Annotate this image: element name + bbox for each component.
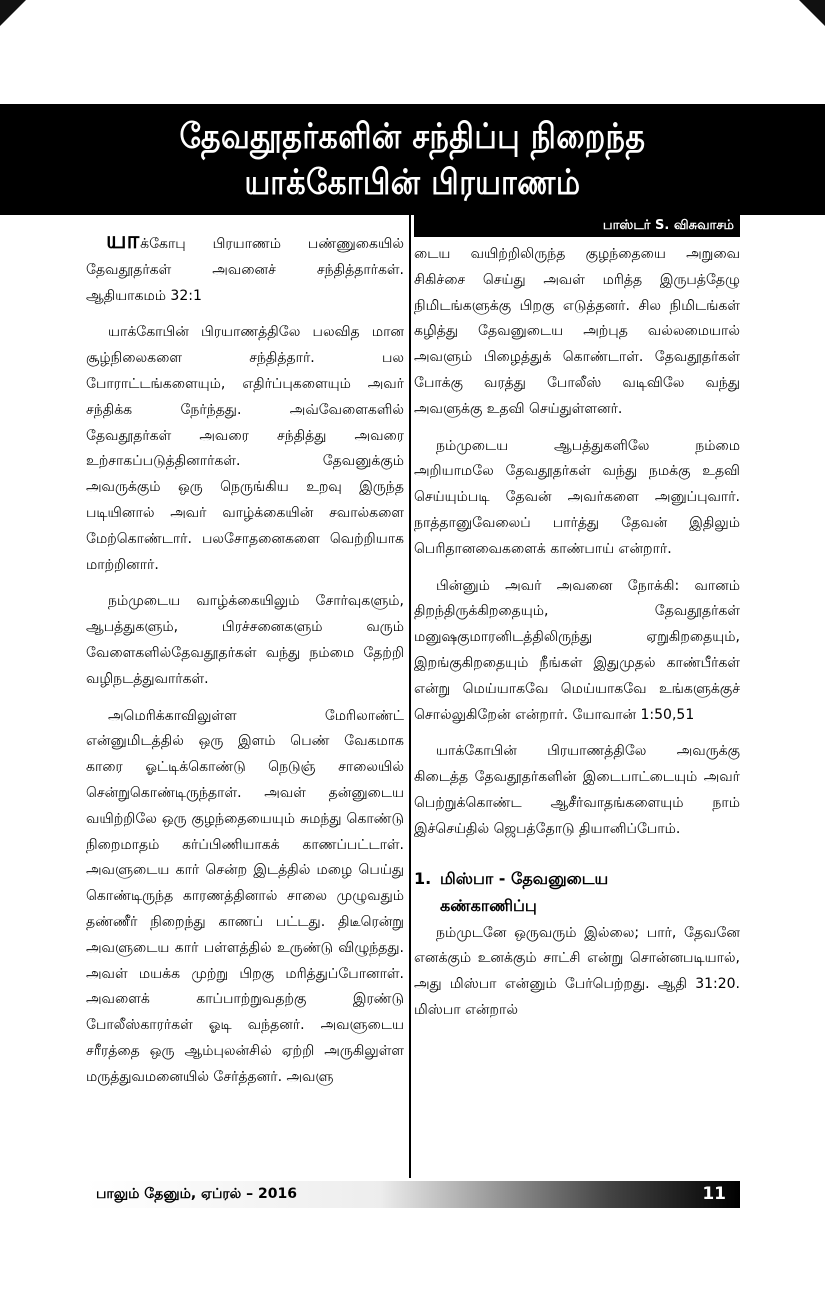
page-number: 11 (702, 1184, 726, 1204)
intro-paragraph (86, 228, 404, 309)
body-paragraph: நம்முடைய வாழ்க்கையிலும் சோர்வுகளும், ஆபத்துகளும், பிரச்சனைகளும் வரும் வேளைகளில்தேவதூதர்கள் வந்து நம்மை தேற்றி வழிநடத்துவார்கள். (86, 593, 404, 687)
publication-info: பாலும் தேனும், ஏப்ரல் – 2016 (96, 1186, 297, 1202)
body-paragraph: டைய வயிற்றிலிருந்த குழந்தையை அறுவை சிகிச்சை செய்து அவள் மரித்த இருபத்தேழு நிமிடங்களுக்கு பிறகு எடுத்தனர். சில நிமிடங்கள் கழித்து தேவனுடைய அற்புத வல்லமையால் அவளும் பிழைத்துக் கொண்டாள். தேவதூதர்கள் போக்கு வரத்து போலீஸ் வடிவிலே வந்து அவளுக்கு உதவி செய்துள்ளனர். (414, 246, 740, 417)
body-paragraph: யாக்கோபின் பிரயாணத்திலே அவருக்கு கிடைத்த தேவதூதர்களின் இடைபாட்டையும் அவர் பெற்றுக்கொண்ட ஆசீர்வாதங்களையும் நாம் இச்செய்தில் ஜெபத்தோடு தியானிப்போம். (414, 743, 740, 837)
page-corner-decoration (0, 0, 26, 26)
body-paragraph: நம்முடைய ஆபத்துகளிலே நம்மை அறியாமலே தேவதூதர்கள் வந்து நமக்கு உதவி செய்யும்படி தேவன் அவர்களை அனுப்புவார். நாத்தானுவேலைப் பார்த்து தேவன் இதிலும் பெரிதானவைகளைக் காண்பாய் என்றார். (414, 437, 740, 557)
page-footer (86, 1181, 740, 1208)
drop-cap: யா (106, 228, 141, 254)
page-corner-decoration (799, 0, 825, 26)
body-paragraph: அமெரிக்காவிலுள்ள மேரிலாண்ட் என்னுமிடத்தில் ஒரு இளம் பெண் வேகமாக காரை ஓட்டிக்கொண்டு நெடுஞ் சாலையில் சென்றுகொண்டிருந்தாள். அவள் தன்னுடைய வயிற்றிலே ஒரு குழந்தையையும் சுமந்து கொண்டு நிறைமாதம் கர்ப்பிணியாகக் காணப்பட்டாள். அவளுடைய கார் சென்ற இடத்தில் மழை பெய்து கொண்டிருந்த காரணத்தினால் சாலை முழுவதும் தண்ணீர் நிறைந்து காணப் பட்டது. திடீரென்று அவளுடைய கார் பள்ளத்தில் உருண்டு விழுந்தது. அவள் மயக்க முற்று பிறகு மரித்துப்போனாள். அவளைக் காப்பாற்றுவதற்கு இரண்டு போலீஸ்காரர்கள் ஓடி வந்தனர். அவளுடைய சரீரத்தை ஒரு ஆம்புலன்சில் ஏற்றி அருகிலுள்ள மருத்துவமனையில் சேர்த்தனர். அவளு (86, 707, 404, 1085)
body-paragraph: யாக்கோபின் பிரயாணத்திலே பலவித மான சூழ்நிலைகளை சந்தித்தார். பல போராட்டங்களையும், எதிர்ப்புகளையும் அவர் சந்திக்க நேர்ந்தது. அவ்வேளைகளில் தேவதூதர்கள் அவரை சந்தித்து அவரை உற்சாகப்படுத்தினார்கள். தேவனுக்கும் அவருக்கும் ஒரு நெருங்கிய உறவு இருந்த படியினால் அவர் வாழ்க்கையின் சவால்களை மேற்கொண்டார். பலசோதனைகளை வெற்றியாக மாற்றினார். (86, 324, 404, 573)
title-banner (0, 104, 825, 215)
article-title-line-2: யாக்கோபின் பிரயாணம் (244, 163, 581, 203)
section-paragraph: நம்முடனே ஒருவரும் இல்லை; பார், தேவனே எனக்கும் உனக்கும் சாட்சி என்று சொன்னபடியால், அது மிஸ்பா என்னும் பேர்பெற்றது. ஆதி 31:20. மிஸ்பா என்றால் (414, 924, 740, 1018)
column-divider (409, 215, 411, 1178)
body-paragraph: பின்னும் அவர் அவனை நோக்கி: வானம் திறந்திருக்கிறதையும், தேவதூதர்கள் மனுஷகுமாரனிடத்திலிருந்து ஏறுகிறதையும், இறங்குகிறதையும் நீங்கள் இதுமுதல் காண்பீர்கள் என்று மெய்யாகவே மெய்யாகவே உங்களுக்குச் சொல்லுகிறேன் என்றார். யோவான் 1:50,51 (414, 577, 740, 723)
section-title-line-1: மிஸ்பா - தேவனுடைய (440, 868, 609, 888)
right-column (414, 242, 740, 1178)
section-number: 1. (414, 868, 432, 888)
section-title-line-2: கண்காணிப்பு (440, 895, 537, 915)
section-heading (414, 865, 740, 919)
article-title-line-1: தேவதூதர்களின் சந்திப்பு நிறைந்த (179, 117, 646, 157)
author-byline: பாஸ்டர் S. விசுவாசம் (414, 215, 740, 237)
intro-text: க்கோபு பிரயாணம் பண்ணுகையில் தேவதூதர்கள் அவனைச் சந்தித்தார்கள். ஆதியாகமம் 32:1 (86, 236, 404, 304)
left-column (86, 228, 404, 1178)
